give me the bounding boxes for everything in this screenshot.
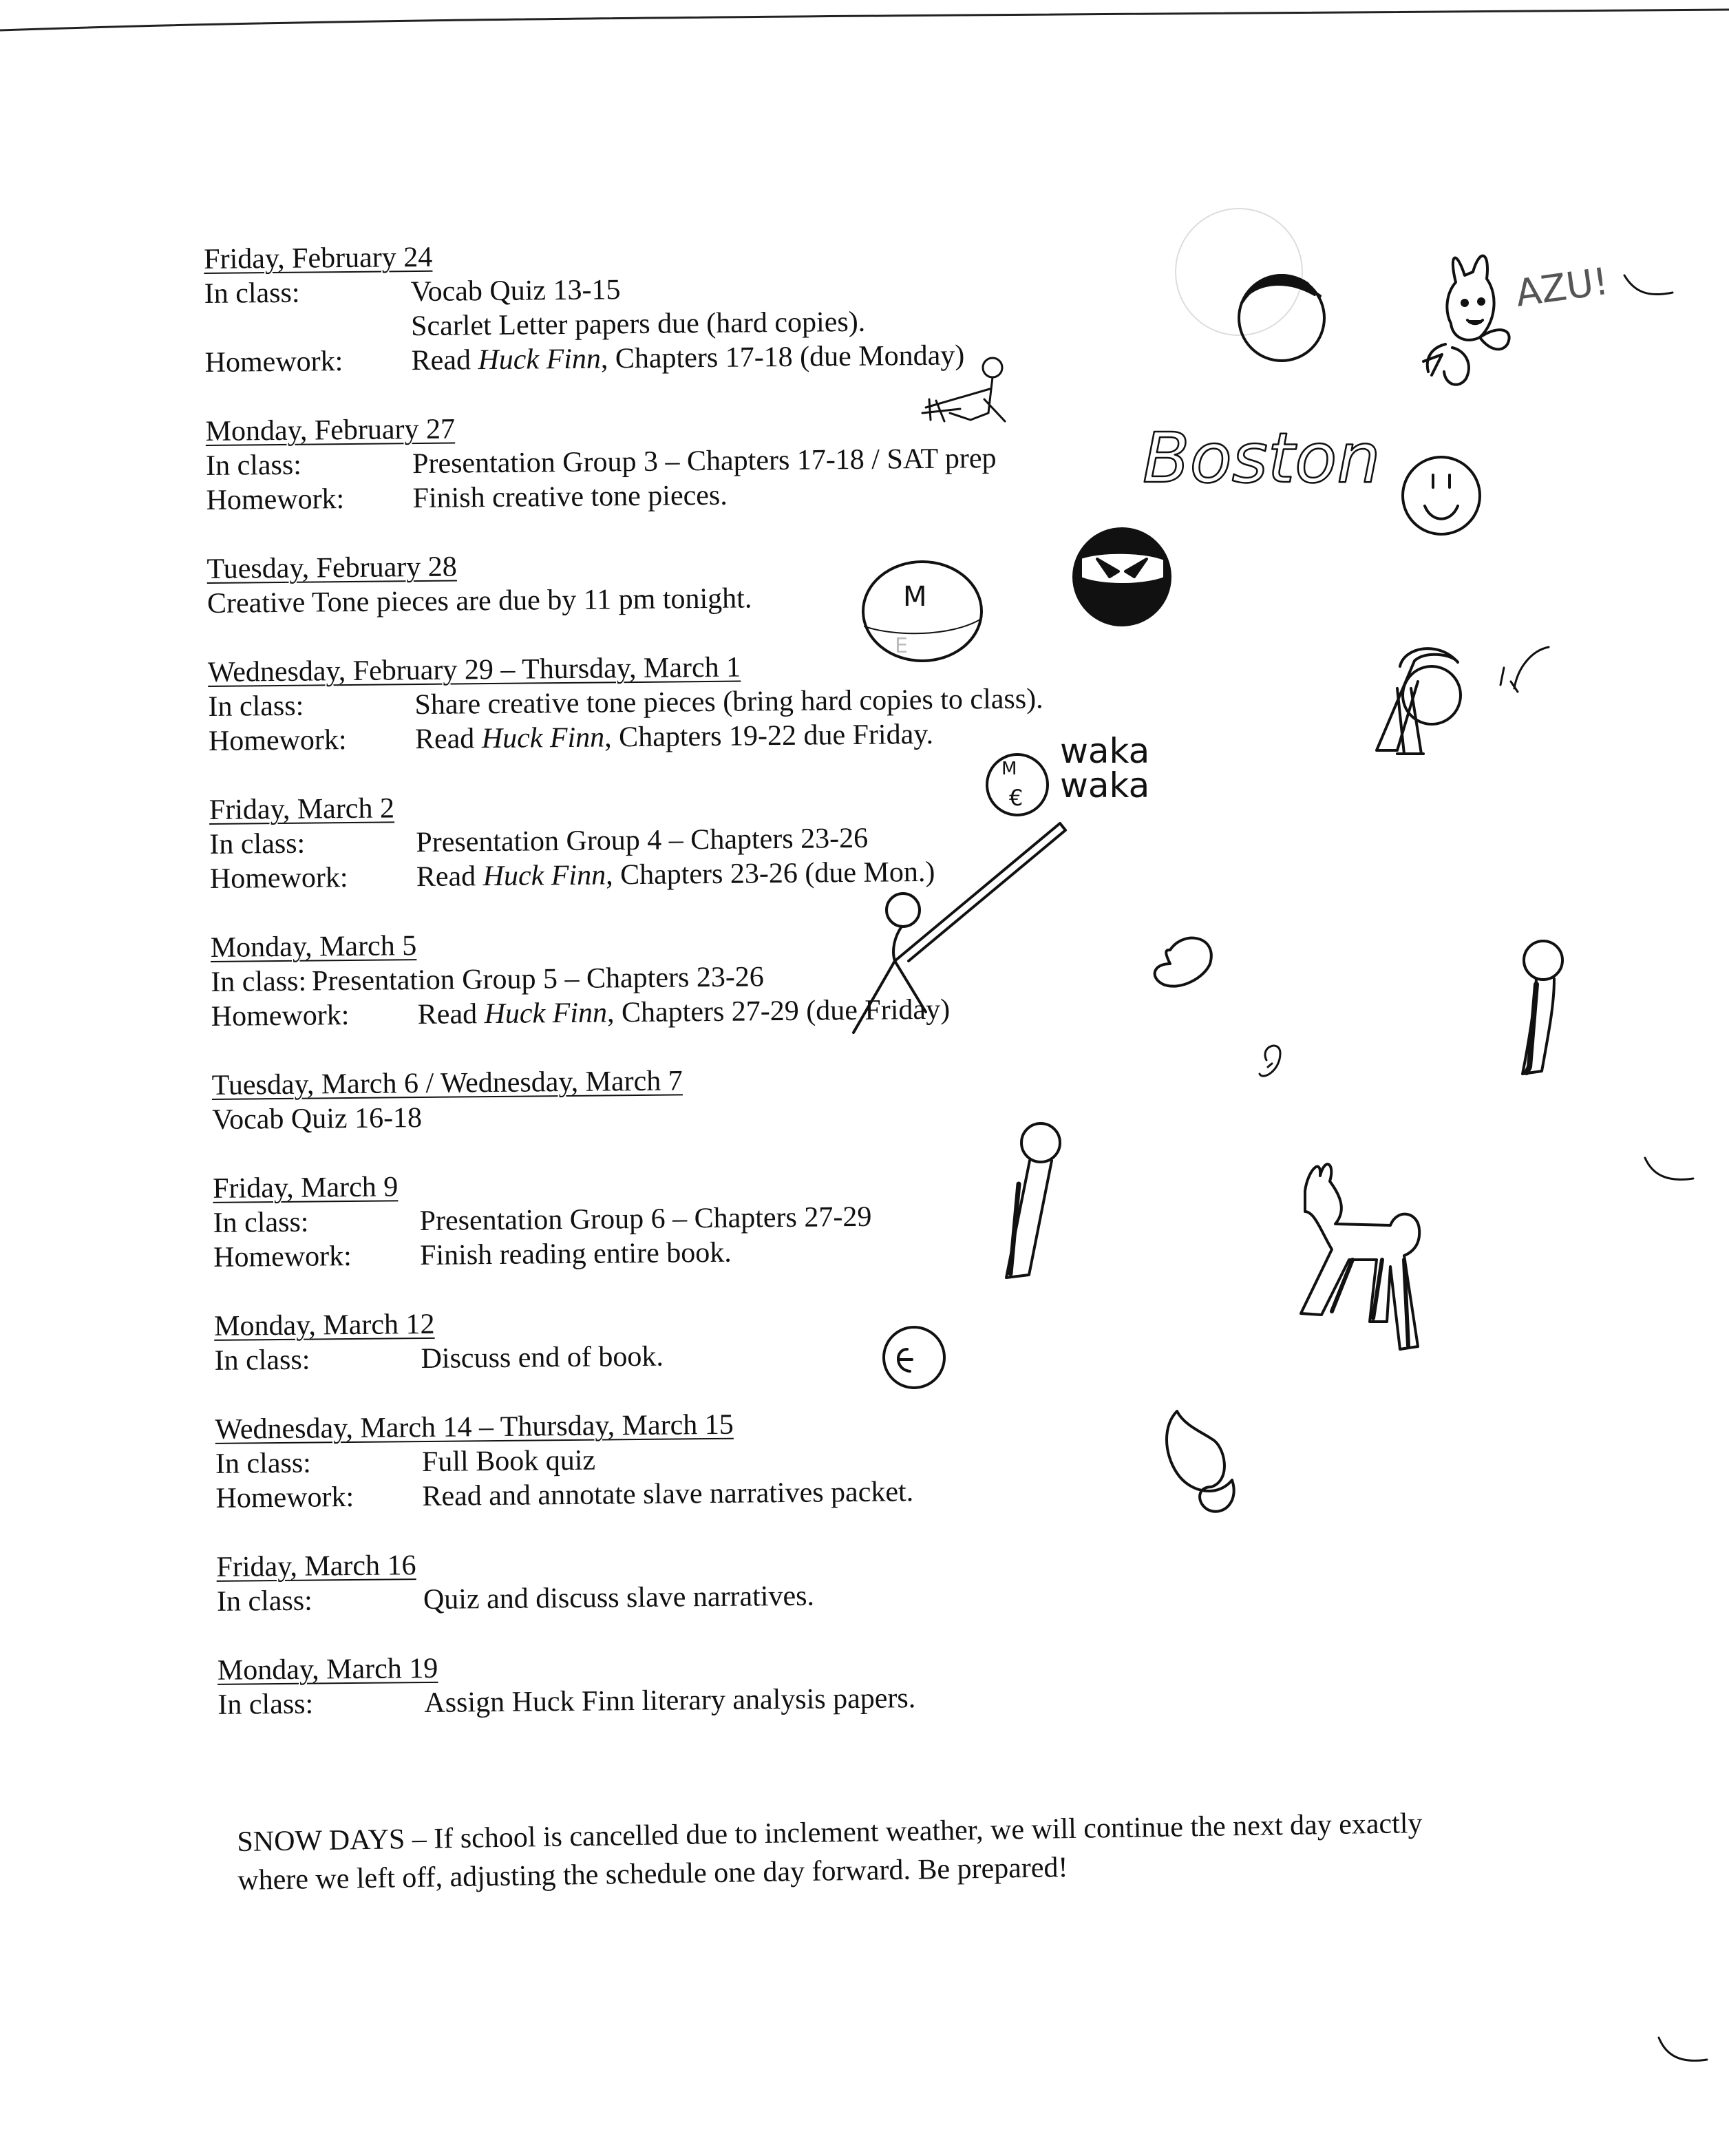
row-text: Creative Tone pieces are due by 11 pm tonight. [206, 582, 752, 620]
tall-figure-doodle [1523, 941, 1562, 1074]
entry-date: Monday, February 27 [205, 413, 456, 447]
schedule-entry [216, 1541, 1215, 1619]
row-label: In class: [218, 1688, 314, 1721]
row-text: Read [411, 344, 478, 377]
entry-date: Monday, March 19 [217, 1652, 438, 1687]
row-value [412, 474, 1204, 516]
row-value [411, 336, 1202, 378]
entry-date: Friday, March 16 [216, 1550, 416, 1583]
row-text: Full Book quiz [421, 1444, 596, 1479]
corner-arc-2 [1645, 1158, 1693, 1179]
entry-date: Monday, March 12 [213, 1308, 435, 1342]
hair-figure-doodle [1377, 648, 1461, 754]
row-text: Read [414, 723, 482, 756]
small-swirl-doodle [1260, 1046, 1280, 1076]
row-text: Presentation Group 4 – Chapters 23-26 [416, 822, 869, 859]
schedule-entry [215, 1403, 1213, 1516]
schedule-entry [205, 405, 1204, 518]
schedule-entry [206, 542, 1205, 621]
row-label [204, 309, 411, 346]
corner-arc-1 [1624, 275, 1673, 295]
row-label: In class: [216, 1585, 312, 1618]
row-text: Finish reading entire book. [419, 1236, 732, 1272]
smiley-face-doodle [1403, 457, 1480, 534]
row-text: Share creative tone pieces (bring hard copies to class). [414, 683, 1043, 721]
entry-date: Tuesday, February 28 [206, 551, 457, 585]
row-text: Assign Huck Finn literary analysis papers. [424, 1682, 916, 1720]
row-label: In class: [205, 449, 302, 482]
row-value [418, 990, 1209, 1032]
boston-text: Boston [1143, 418, 1381, 498]
entry-date: Friday, March 2 [209, 792, 395, 826]
row-label: In class: [208, 690, 304, 723]
row-text: Finish creative tone pieces. [412, 479, 728, 515]
row-text: Vocab Quiz 16-18 [212, 1102, 423, 1136]
entry-date: Friday, March 9 [212, 1171, 399, 1205]
row-value [420, 1231, 1211, 1273]
book-title: Huck Finn [484, 997, 608, 1031]
row-text: Scarlet Letter papers due (hard copies). [410, 306, 866, 343]
schedule-entry [209, 783, 1208, 896]
entry-date: Tuesday, March 6 / Wednesday, March 7 [211, 1065, 683, 1101]
row-value [423, 1575, 1215, 1617]
row-text: Read [416, 860, 483, 894]
row-text: Presentation Group 3 – Chapters 17-18 / SAT prep [412, 442, 997, 480]
row-text: Read [417, 998, 485, 1031]
snow-days-line-1: SNOW DAYS – If school is cancelled due to inclement weather, we will continue the next day exactly [237, 1807, 1423, 1858]
row-text: , Chapters 23-26 (due Mon.) [605, 856, 935, 891]
book-title: Huck Finn [478, 343, 602, 377]
entry-date: Monday, March 5 [210, 930, 417, 964]
row-label: In class: [209, 827, 306, 860]
row-label: In class: [215, 1447, 312, 1480]
m-letter: M [903, 581, 927, 613]
entry-date: Wednesday, March 14 – Thursday, March 15 [215, 1408, 734, 1446]
row-value [421, 1334, 1212, 1376]
waka-text-2: waka [1060, 765, 1150, 805]
row-text: Quiz and discuss slave narratives. [423, 1580, 815, 1616]
row-text: Presentation Group 5 – Chapters 23-26 [311, 961, 765, 997]
schedule-entry [213, 1162, 1211, 1275]
row-value [416, 852, 1208, 894]
row-label: In class: [214, 1344, 310, 1377]
row-text: , Chapters 19-22 due Friday. [604, 718, 934, 754]
row-label: Homework: [208, 724, 347, 757]
row-value [422, 1472, 1213, 1514]
page-top-edge [0, 0, 1729, 41]
m-small-letter: M [1001, 759, 1017, 779]
row-label: Homework: [211, 1000, 350, 1033]
horse-doodle [1301, 1164, 1419, 1349]
e-letter: E [895, 634, 908, 658]
row-label: Homework: [204, 346, 343, 379]
row-text: Vocab Quiz 13-15 [410, 274, 621, 308]
row-label: In class: [204, 277, 300, 310]
row-text: Discuss end of book. [421, 1340, 664, 1375]
entry-date: Friday, February 24 [204, 241, 433, 275]
row-text: Presentation Group 6 – Chapters 27-29 [419, 1201, 872, 1238]
row-value [415, 715, 1207, 757]
row-text: , Chapters 27-29 (due Friday) [606, 993, 951, 1029]
row-label: In class: [211, 965, 307, 998]
schedule-entry [214, 1300, 1213, 1378]
row-label: Homework: [209, 862, 348, 895]
azu-text: AZU! [1513, 259, 1611, 315]
waka-text-1: waka [1060, 731, 1150, 771]
schedule-entry [211, 921, 1209, 1034]
tick-mark-doodle [1500, 647, 1549, 692]
schedule-entry [204, 233, 1203, 380]
book-title: Huck Finn [481, 721, 605, 755]
bunny-doodle [1423, 256, 1549, 385]
schedule-entry [218, 1644, 1216, 1722]
schedule-list [204, 233, 1216, 1757]
row-text: , Chapters 17-18 (due Monday) [600, 339, 965, 375]
schedule-entry [208, 646, 1207, 759]
row-text: Read and annotate slave narratives packet. [422, 1476, 914, 1513]
book-title: Huck Finn [482, 859, 606, 893]
ball-doodle [1239, 275, 1324, 361]
row-value [424, 1678, 1216, 1720]
snow-days-note [237, 1802, 1546, 1900]
row-label: In class: [213, 1206, 309, 1239]
snow-days-line-2: where we left off, adjusting the schedule one day forward. Be prepared! [237, 1852, 1068, 1896]
row-label: Homework: [206, 483, 345, 516]
entry-date: Wednesday, February 29 – Thursday, March 1 [207, 651, 741, 688]
corner-arc-3 [1659, 2038, 1707, 2060]
row-label: Homework: [213, 1240, 352, 1273]
row-label: Homework: [215, 1481, 354, 1514]
schedule-entry [212, 1059, 1211, 1137]
euro-letter: € [1009, 785, 1023, 811]
